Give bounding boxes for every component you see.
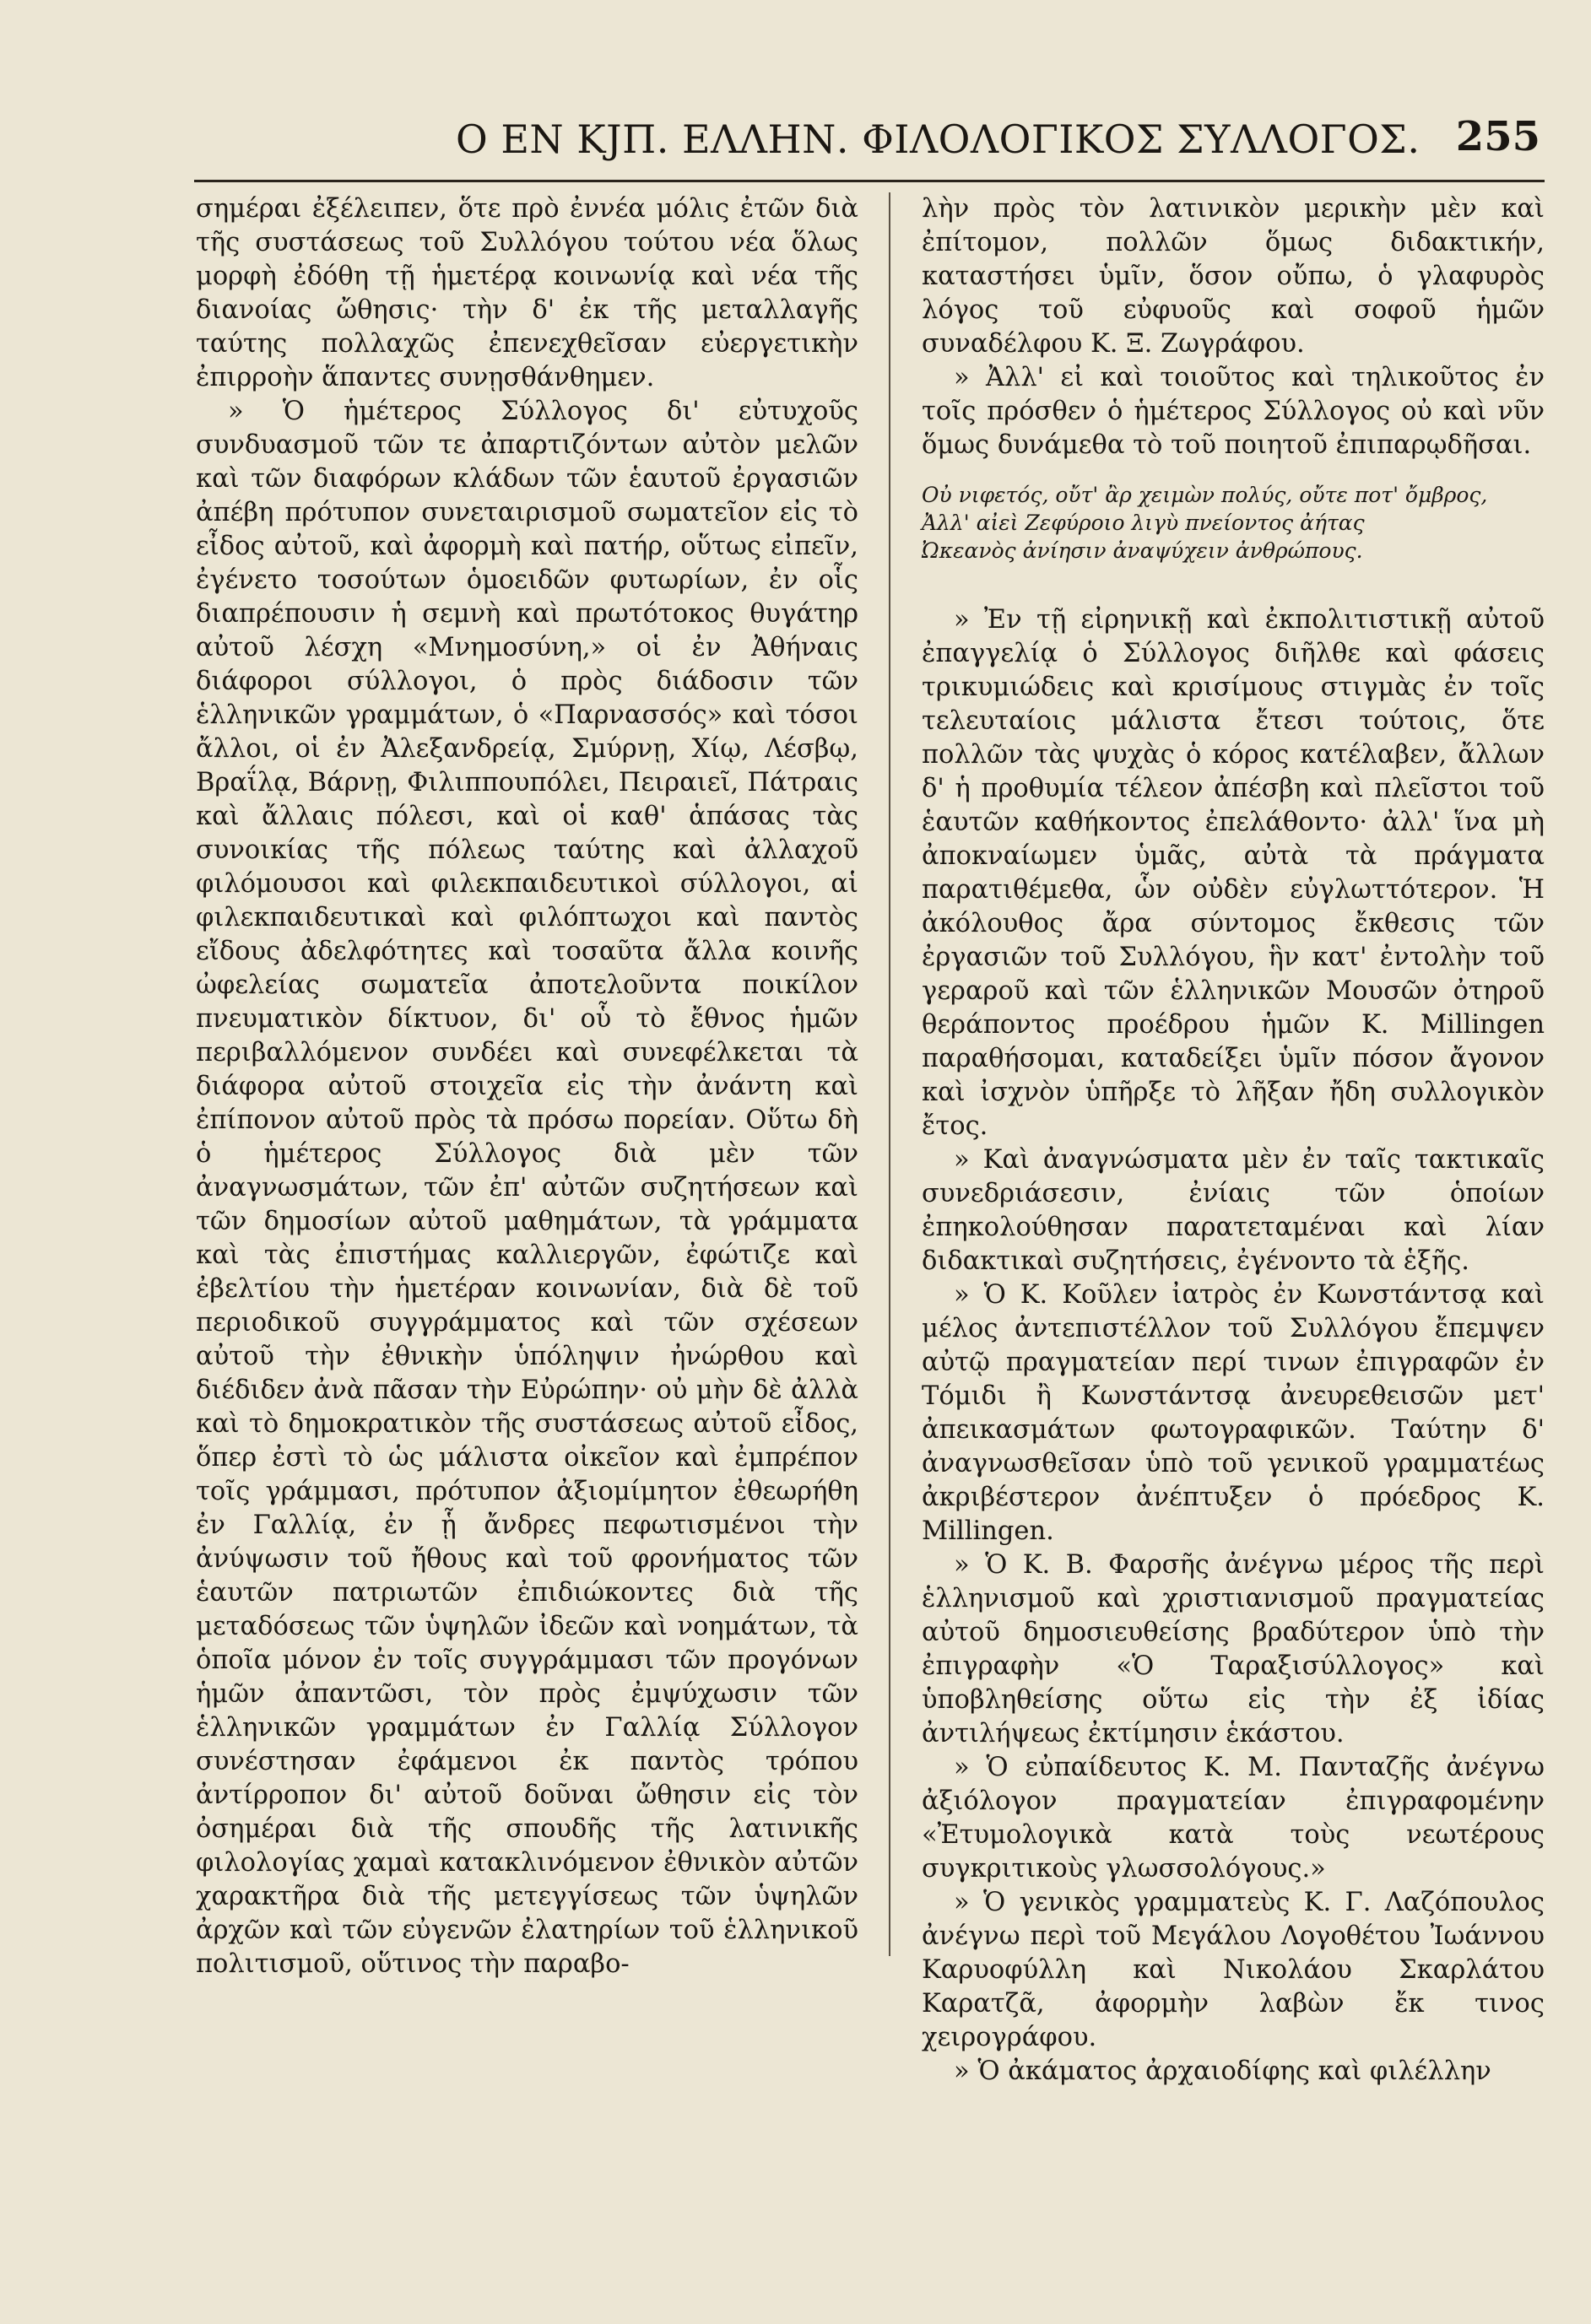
verse-line: Ὠκεανὸς ἀνίησιν ἀναψύχειν ἀνθρώπους.	[922, 538, 1363, 563]
header-rule	[194, 180, 1545, 182]
paragraph: » Ὁ Κ. Κοῦλεν ἰατρὸς ἐν Κωνστάντσᾳ καὶ μέλος ἀντεπιστέλλον τοῦ Συλλόγου ἔπεμψεν αὐτῷ πραγματείαν περί τινων ἐπιγραφῶν ἐν Τόμιδι ἢ Κωνστάντσᾳ ἀνευρεθεισῶν μετ' ἀπεικασμάτων φωτογραφικῶν. Ταύτην δ' ἀναγνωσθεῖσαν ὑπὸ τοῦ γενικοῦ γραμματέως ἀκριβέστερον ἀνέπτυξεν ὁ πρόεδρος Κ. Millingen.	[922, 1280, 1545, 1546]
paragraph: σημέραι ἐξέλειπεν, ὅτε πρὸ ἐννέα μόλις ἐτῶν διὰ τῆς συστάσεως τοῦ Συλλόγου τούτου νέα ὅλως μορφὴ ἐδόθη τῇ ἡμετέρᾳ κοινωνίᾳ καὶ νέα τῆς διανοίας ὤθησις· τὴν δ' ἐκ τῆς μεταλλαγῆς ταύτης πολλαχῶς ἐπενεχθεῖσαν εὐεργετικὴν ἐπιρροὴν ἅπαντες συνῃσθάνθημεν.	[196, 194, 858, 392]
verse-line: Οὐ νιφετός, οὔτ' ἂρ χειμὼν πολύς, οὔτε ποτ' ὄμβρος,	[922, 483, 1488, 507]
verse-line: Ἀλλ' αἰεὶ Ζεφύροιο λιγὺ πνείοντος ἀήτας	[922, 511, 1365, 535]
running-head: Ο ΕΝ ΚJΠ. ΕΛΛΗΝ. ΦΙΛΟΛΟΓΙΚΟΣ ΣΥΛΛΟΓΟΣ.	[456, 116, 1421, 162]
paragraph: » Ὁ γενικὸς γραμματεὺς Κ. Γ. Λαζόπουλος ἀνέγνω περὶ τοῦ Μεγάλου Λογοθέτου Ἰωάννου Καρυοφύλλη καὶ Νικολάου Σκαρλάτου Καρατζᾶ, ἀφορμὴν λαβὼν ἔκ τινος χειρογράφου.	[922, 1888, 1545, 2052]
right-column	[922, 192, 1545, 2086]
paragraph: » Ὁ Κ. Β. Φαρσῆς ἀνέγνω μέρος τῆς περὶ ἑλληνισμοῦ καὶ χριστιανισμοῦ πραγματείας αὐτοῦ δημοσιευθείσης βραδύτερον ὑπὸ τὴν ἐπιγραφὴν «Ὁ Ταραξισύλλογος» καὶ ὑποβληθείσης οὕτω εἰς τὴν ἐξ ἰδίας ἀντιλήψεως ἐκτίμησιν ἑκάστου.	[922, 1550, 1545, 1748]
paragraph: » Ὁ ἡμέτερος Σύλλογος δι' εὐτυχοῦς συνδυασμοῦ τῶν τε ἀπαρτιζόντων αὐτὸν μελῶν καὶ τῶν διαφόρων κλάδων τῶν ἑαυτοῦ ἐργασιῶν ἀπέβη πρότυπον συνεταιρισμοῦ σωματεῖον εἰς τὸ εἶδος αὐτοῦ, καὶ ἀφορμὴ καὶ πατήρ, οὕτως εἰπεῖν, ἐγένετο τοσούτων ὁμοειδῶν φυτωρίων, ἐν οἷς διαπρέπουσιν ἡ σεμνὴ καὶ πρωτότοκος θυγάτηρ αὐτοῦ λέσχη «Μνημοσύνη,» οἱ ἐν Ἀθήναις διάφοροι σύλλογοι, ὁ πρὸς διάδοσιν τῶν ἑλληνικῶν γραμμάτων, ὁ «Παρνασσός» καὶ τόσοι ἄλλοι, οἱ ἐν Ἀλεξανδρείᾳ, Σμύρνῃ, Χίῳ, Λέσβῳ, Βραΐλᾳ, Βάρνῃ, Φιλιππουπόλει, Πειραιεῖ, Πάτραις καὶ ἄλλαις πόλεσι, καὶ οἱ καθ' ἁπάσας τὰς συνοικίας τῆς πόλεως ταύτης καὶ ἀλλαχοῦ φιλόμουσοι καὶ φιλεκπαιδευτικοὶ σύλλογοι, αἱ φιλεκπαιδευτικαὶ καὶ φιλόπτωχοι καὶ παντὸς εἴδους ἀδελφότητες καὶ τοσαῦτα ἄλλα κοινῆς ὠφελείας σωματεῖα ἀποτελοῦντα ποικίλον πνευματικὸν δίκτυον, δι' οὗ τὸ ἔθνος ἡμῶν περιβαλλόμενον συνδέει καὶ συνεφέλκεται τὰ διάφορα αὐτοῦ στοιχεῖα εἰς τὴν ἀνάντη καὶ ἐπίπονον αὐτοῦ πρὸς τὰ πρόσω πορείαν. Οὕτω δὴ ὁ ἡμέτερος Σύλλογος διὰ μὲν τῶν ἀναγνωσμάτων, τῶν ἐπ' αὐτῶν συζητήσεων καὶ τῶν δημοσίων αὐτοῦ μαθημάτων, τὰ γράμματα καὶ τὰς ἐπιστήμας καλλιεργῶν, ἐφώτιζε καὶ ἐβελτίου τὴν ἡμετέραν κοινωνίαν, διὰ δὲ τοῦ περιοδικοῦ συγγράμματος καὶ τῶν σχέσεων αὐτοῦ τὴν ἐθνικὴν ὑπόληψιν ἠνώρθου καὶ διέδιδεν ἀνὰ πᾶσαν τὴν Εὐρώπην· οὐ μὴν δὲ ἀλλὰ καὶ τὸ δημοκρατικὸν τῆς συστάσεως αὐτοῦ εἶδος, ὅπερ ἐστὶ τὸ ὡς μάλιστα οἰκεῖον καὶ ἐμπρέπον τοῖς γράμμασι, πρότυπον ἀξιομίμητον ἐθεωρήθη ἐν Γαλλίᾳ, ἐν ᾗ ἄνδρες πεφωτισμένοι τὴν ἀνύψωσιν τοῦ ἤθους καὶ τοῦ φρονήματος τῶν ἑαυτῶν πατριωτῶν ἐπιδιώκοντες διὰ τῆς μεταδόσεως τῶν ὑψηλῶν ἰδεῶν καὶ νοημάτων, τὰ ὁποῖα μόνον ἐν τοῖς συγγράμμασι τῶν προγόνων ἡμῶν ἀπαντῶσι, τὸν πρὸς ἐμψύχωσιν τῶν ἑλληνικῶν γραμμάτων ἐν Γαλλίᾳ Σύλλογον συνέστησαν ἐφάμενοι ἐκ παντὸς τρόπου ἀντίρροπον δι' αὐτοῦ δοῦναι ὤθησιν εἰς τὸν ὀσημέραι διὰ τῆς σπουδῆς τῆς λατινικῆς φιλολογίας χαμαὶ κατακλινόμενον ἐθνικὸν αὐτῶν χαρακτῆρα διὰ τῆς μετεγγίσεως τῶν ὑψηλῶν ἀρχῶν καὶ τῶν εὐγενῶν ἐλατηρίων τοῦ ἑλληνικοῦ πολιτισμοῦ, οὕτινος τὴν παραβο-	[196, 397, 858, 1979]
verse-quotation	[922, 481, 1545, 565]
paragraph: » Ὁ εὐπαίδευτος Κ. Μ. Πανταζῆς ἀνέγνω ἀξιόλογον πραγματείαν ἐπιγραφομένην «Ἐτυμολογικὰ κατὰ τοὺς νεωτέρους συγκριτικοὺς γλωσσολόγους.»	[922, 1753, 1545, 1884]
page-header	[194, 110, 1545, 177]
left-column	[196, 192, 858, 2226]
paragraph: » Ὁ ἀκάματος ἀρχαιοδίφης καὶ φιλέλλην	[954, 2056, 1491, 2086]
paragraph: » Ἀλλ' εἰ καὶ τοιοῦτος καὶ τηλικοῦτος ἐν τοῖς πρόσθεν ὁ ἡμέτερος Σύλλογος οὐ καὶ νῦν ὅμως δυνάμεθα τὸ τοῦ ποιητοῦ ἐπιπαρῳδῆσαι.	[922, 363, 1545, 460]
page-number: 255	[1455, 113, 1540, 160]
paragraph: » Ἐν τῇ εἰρηνικῇ καὶ ἐκπολιτιστικῇ αὐτοῦ ἐπαγγελίᾳ ὁ Σύλλογος διῆλθε καὶ φάσεις τρικυμιώδεις καὶ κρισίμους στιγμὰς ἐν τοῖς τελευταίοις μάλιστα ἔτεσι τούτοις, ὅτε πολλῶν τὰς ψυχὰς ὁ κόρος κατέλαβεν, ἄλλων δ' ἡ προθυμία τέλεον ἀπέσβη καὶ πλεῖστοι τοῦ ἑαυτῶν καθήκοντος ἐπελάθοντο· ἀλλ' ἵνα μὴ ἀποκναίωμεν ὑμᾶς, αὐτὰ τὰ πράγματα παρατιθέμεθα, ὧν οὐδὲν εὐγλωττότερον. Ἡ ἀκόλουθος ἄρα σύντομος ἔκθεσις τῶν ἐργασιῶν τοῦ Συλλόγου, ἣν κατ' ἐντολὴν τοῦ γεραροῦ καὶ τῶν ἑλληνικῶν Μουσῶν ὀτηροῦ θεράποντος προέδρου ἡμῶν Κ. Millingen παραθήσομαι, καταδείξει ὑμῖν πόσον ἄγονον καὶ ἰσχνὸν ὑπῆρξε τὸ λῆξαν ἤδη συλλογικὸν ἔτος.	[922, 605, 1545, 1141]
paragraph: » Καὶ ἀναγνώσματα μὲν ἐν ταῖς τακτικαῖς συνεδριάσεσιν, ἐνίαις τῶν ὁποίων ἐπηκολούθησαν παρατεταμέναι καὶ λίαν διδακτικαὶ συζητήσεις, ἐγένοντο τὰ ἑξῆς.	[922, 1145, 1545, 1276]
column-divider	[889, 192, 890, 1956]
paragraph: λὴν πρὸς τὸν λατινικὸν μερικὴν μὲν καὶ ἐπίτομον, πολλῶν ὅμως διδακτικήν, καταστήσει ὑμῖν, ὅσον οὔπω, ὁ γλαφυρὸς λόγος τοῦ εὐφυοῦς καὶ σοφοῦ ἡμῶν συναδέλφου Κ. Ξ. Ζωγράφου.	[922, 194, 1545, 359]
